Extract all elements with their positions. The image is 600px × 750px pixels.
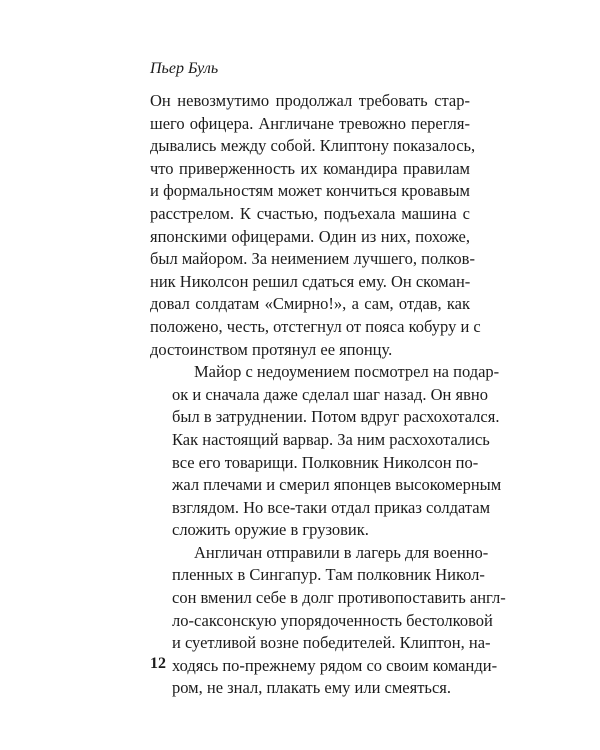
text-line: расстрелом. К счастью, подъехала машина с	[150, 203, 470, 223]
paragraph-2	[150, 361, 502, 542]
text-line: японскими офицерами. Один из них, похоже,	[150, 226, 470, 246]
body-text	[150, 90, 506, 700]
text-line: ок и сначала даже сделал шаг назад. Он явно	[172, 384, 488, 404]
running-head: Пьер Буль	[150, 60, 219, 77]
text-line: был майором. За неимением лучшего, полков-	[150, 249, 475, 269]
text-line: довал солдатам «Смирно!», а сам, отдав, как	[150, 294, 470, 314]
text-line: пленных в Сингапур. Там полковник Никол-	[172, 565, 485, 585]
text-line: ник Николсон решил сдаться ему. Он скоман-	[150, 271, 471, 291]
text-line: Он невозмутимо продолжал требовать стар-	[150, 91, 470, 110]
text-line: все его товарищи. Полковник Николсон по-	[172, 452, 479, 472]
text-line: был в затруднении. Потом вдруг расхохотался.	[172, 407, 500, 427]
text-line: жал плечами и смерил японцев высокомерным	[172, 475, 502, 495]
text-line: и суетливой возне победителей. Клиптон, на-	[172, 633, 491, 653]
text-line: дывались между собой. Клиптону показалось,	[150, 136, 476, 156]
text-line: Майор с недоумением посмотрел на подар-	[194, 362, 500, 382]
text-line: сложить оружие в грузовик.	[172, 520, 369, 540]
page-number: 12	[150, 655, 166, 672]
text-line: Англичан отправили в лагерь для военно-	[194, 542, 489, 562]
text-line: взглядом. Но все-таки отдал приказ солдатам	[172, 497, 491, 517]
text-line: ходясь по-прежнему рядом со своим команди-	[172, 655, 498, 675]
text-line: достоинством протянул ее японцу.	[150, 339, 393, 359]
text-line: и формальностям может кончиться кровавым	[150, 181, 470, 201]
text-line: положено, честь, отстегнул от пояса кобуру и с	[150, 316, 481, 336]
text-line: ром, не знал, плакать ему или смеяться.	[172, 678, 451, 698]
text-line: что приверженность их командира правилам	[150, 158, 470, 178]
text-line: сон вменил себе в долг противопоставить англ-	[172, 588, 506, 608]
text-line: ло-саксонскую упорядоченность бестолковой	[172, 610, 493, 630]
paragraph-3	[150, 542, 506, 700]
paragraph-1	[150, 90, 481, 361]
text-line: шего офицера. Англичане тревожно перегля-	[150, 113, 470, 133]
text-line: Как настоящий варвар. За ним расхохотались	[172, 429, 490, 449]
